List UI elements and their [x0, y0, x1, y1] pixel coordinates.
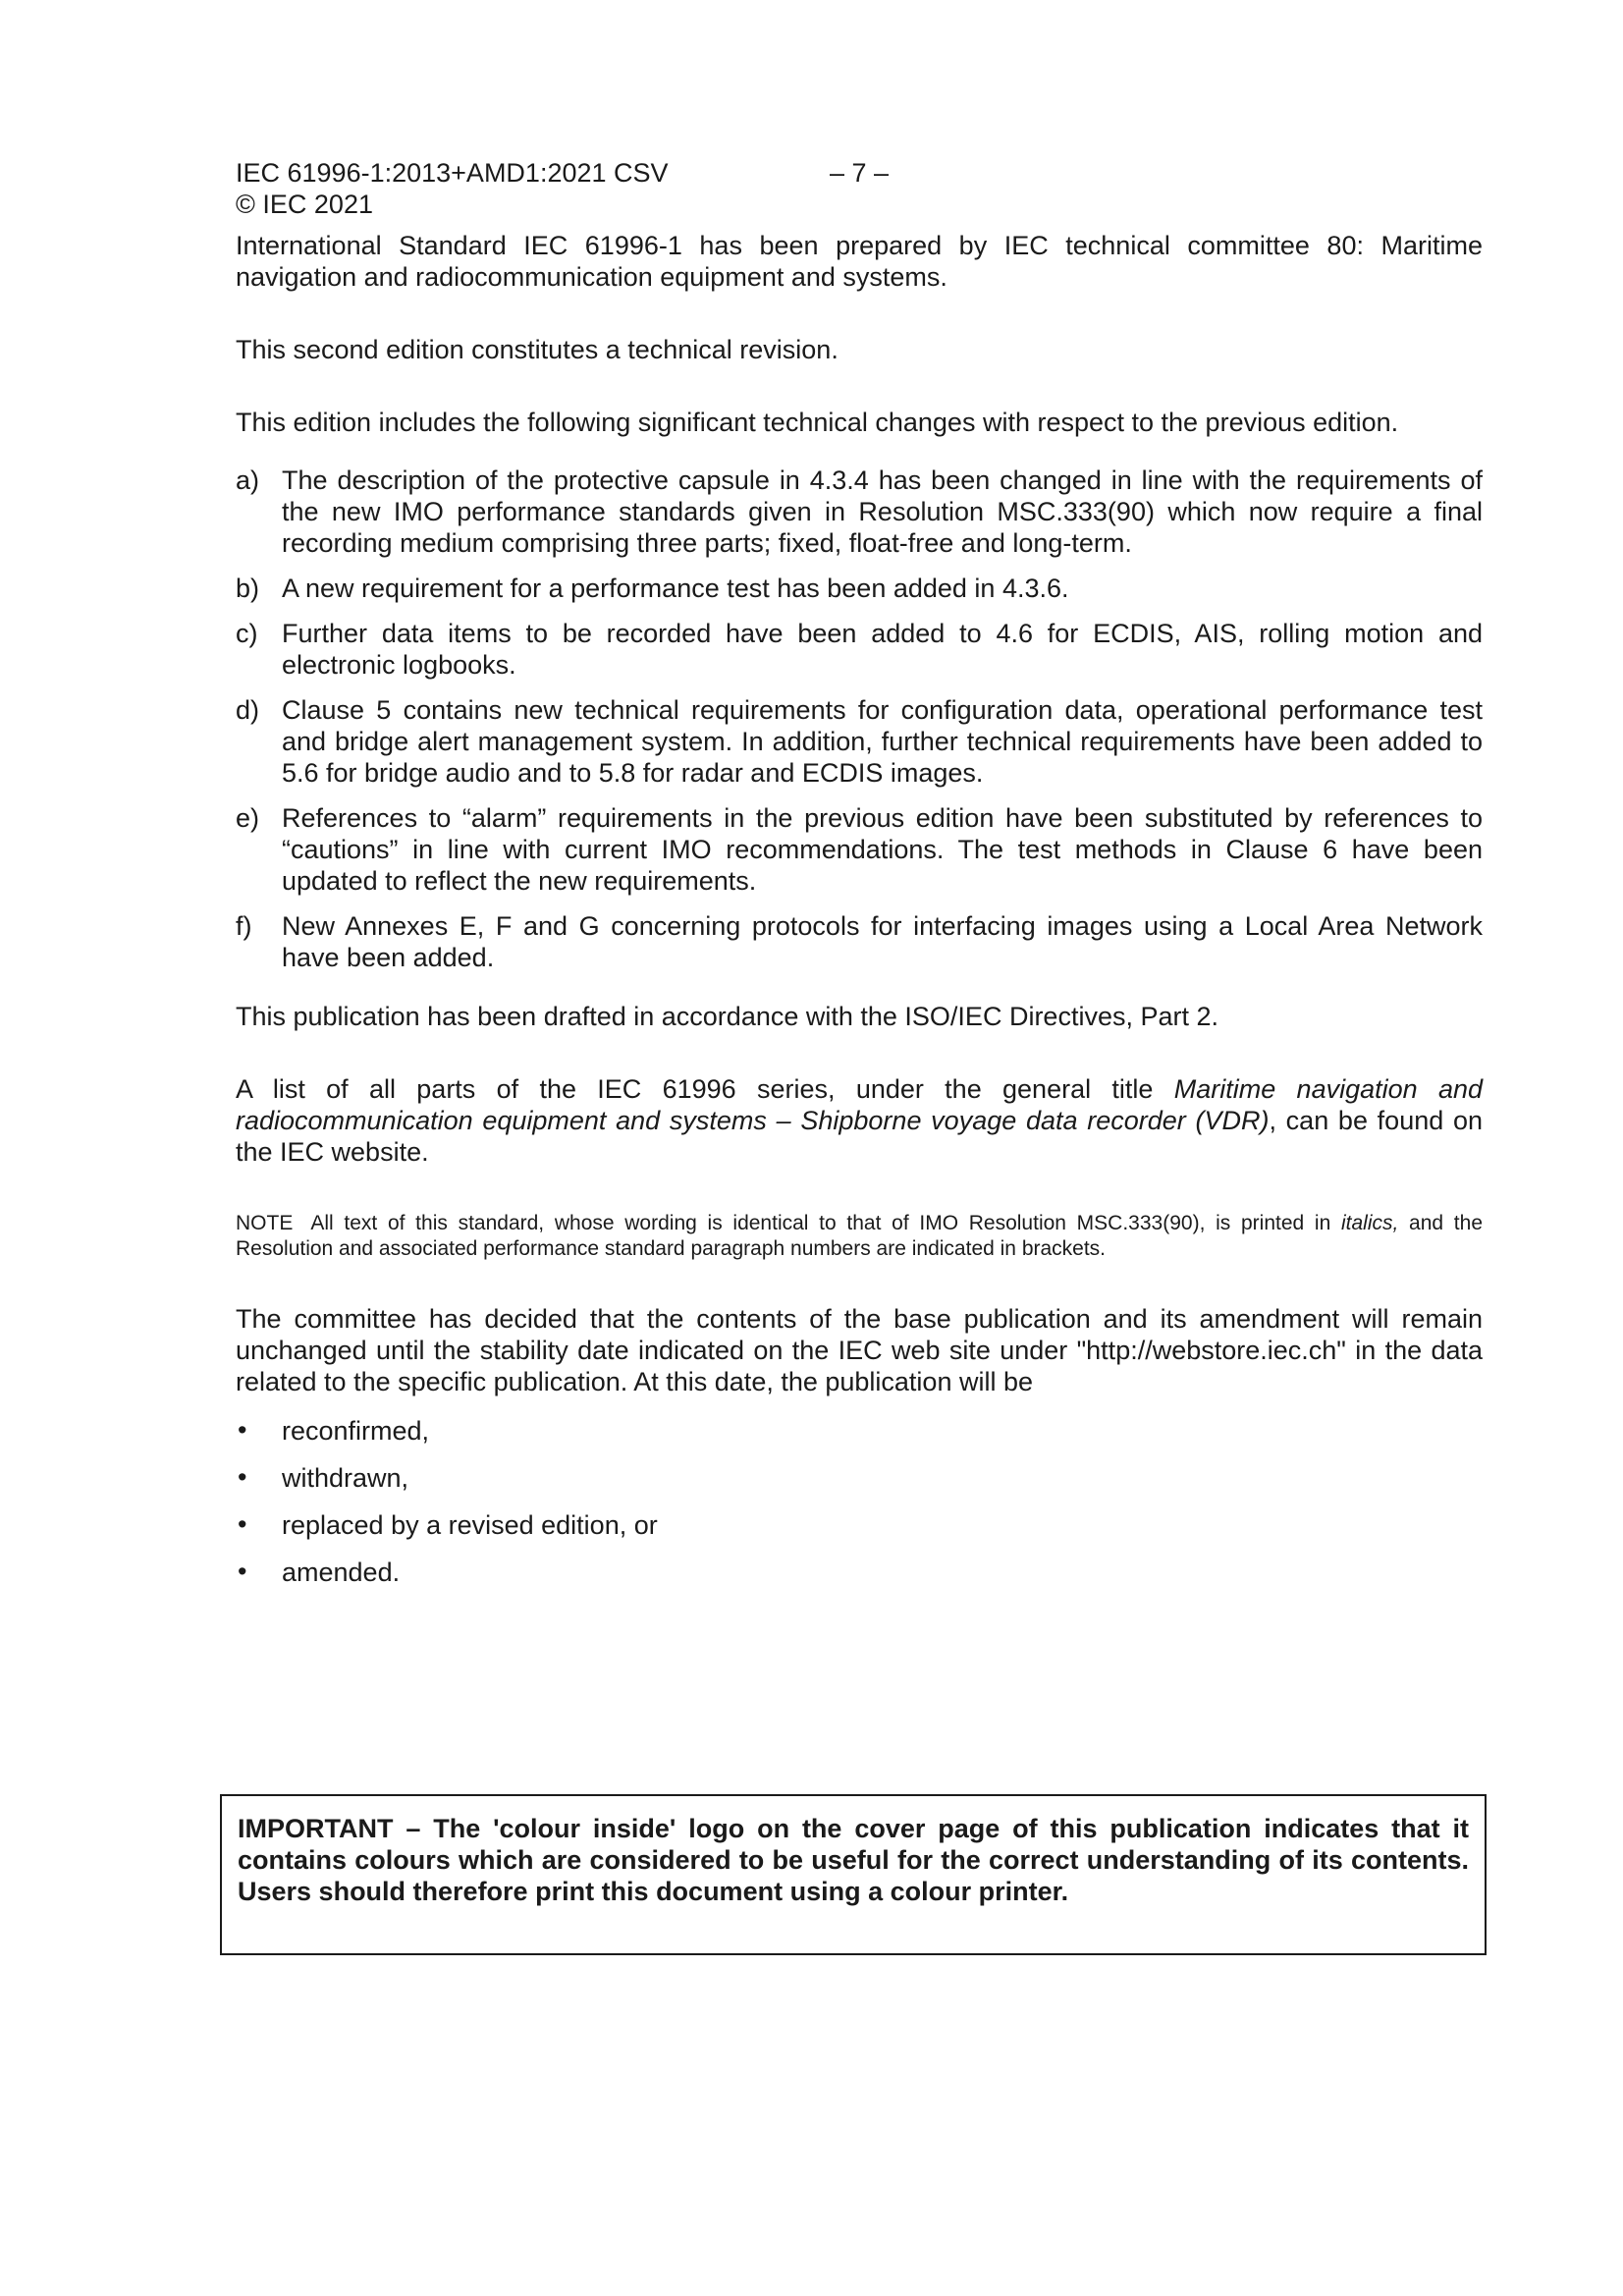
list-item-text: The description of the protective capsule in 4.3.4 has been changed in line with the requirements of the new IMO performance standards given in Resolution MSC.333(90) which now require a final recording medium comprising three parts; fixed, float-free and long-term. — [282, 465, 1483, 558]
series-text-pre: A list of all parts of the IEC 61996 series, under the general title — [236, 1074, 1174, 1104]
list-item-text: replaced by a revised edition, or — [282, 1510, 658, 1540]
changes-list — [236, 465, 1483, 973]
running-header — [236, 157, 1483, 220]
list-item — [236, 910, 1483, 973]
list-item — [236, 694, 1483, 789]
note-text-post: and the Resolution and associated performance standard paragraph numbers are indicated in brackets. — [236, 1212, 1484, 1260]
list-item-text: A new requirement for a performance test has been added in 4.3.6. — [282, 574, 1069, 603]
copyright-notice: © IEC 2021 — [236, 190, 373, 219]
bullet-icon: • — [238, 1509, 247, 1539]
list-marker: f) — [236, 911, 252, 941]
list-item-text: reconfirmed, — [282, 1416, 430, 1446]
important-notice-text: IMPORTANT – The 'colour inside' logo on the cover page of this publication indicates that it contains colours which are considered to be useful for the correct understanding of its contents. Users should therefore print this document using a colour printer. — [238, 1814, 1469, 1906]
note-text-pre: All text of this standard, whose wording is identical to that of IMO Resolution MSC.333(90), is printed in — [310, 1212, 1341, 1234]
list-item-text: New Annexes E, F and G concerning protocols for interfacing images using a Local Area Network have been added. — [282, 911, 1483, 972]
changes-intro-paragraph: This edition includes the following significant technical changes with respect to the previous edition. — [236, 408, 1399, 437]
list-item — [236, 618, 1483, 681]
intro-paragraph: International Standard IEC 61996-1 has been prepared by IEC technical committee 80: Maritime navigation and radiocommunication equipment and systems. — [236, 231, 1483, 292]
list-item — [236, 802, 1483, 897]
outcomes-list — [236, 1415, 1483, 1588]
list-item-text: Further data items to be recorded have been added to 4.6 for ECDIS, AIS, rolling motion and electronic logbooks. — [282, 619, 1483, 680]
list-item — [236, 1415, 1483, 1447]
edition-paragraph: This second edition constitutes a technical revision. — [236, 335, 839, 364]
note-paragraph — [236, 1211, 1483, 1262]
list-item — [236, 1557, 1483, 1588]
bullet-icon: • — [238, 1462, 247, 1492]
series-paragraph — [236, 1073, 1483, 1168]
list-marker: e) — [236, 803, 260, 833]
bullet-icon: • — [238, 1557, 247, 1586]
page-number: – 7 – — [830, 158, 890, 188]
important-notice-box — [220, 1794, 1487, 1955]
series-text-post: , can be found on the IEC website. — [236, 1106, 1483, 1167]
list-item-text: References to “alarm” requirements in the previous edition have been substituted by references to “cautions” in line with current IMO recommendations. The test methods in Clause 6 have been updated to reflect the new requirements. — [282, 803, 1483, 896]
note-label: NOTE — [236, 1212, 294, 1234]
list-item — [236, 1462, 1483, 1494]
list-item-text: amended. — [282, 1558, 401, 1587]
document-id: IEC 61996-1:2013+AMD1:2021 CSV — [236, 158, 669, 188]
note-italic-word: italics, — [1340, 1212, 1399, 1234]
list-item-text: withdrawn, — [282, 1463, 409, 1493]
series-title: Maritime navigation and radiocommunication equipment and systems – Shipborne voyage data recorder (VDR) — [236, 1074, 1483, 1135]
list-marker: a) — [236, 465, 260, 495]
list-marker: b) — [236, 574, 260, 603]
drafted-paragraph: This publication has been drafted in accordance with the ISO/IEC Directives, Part 2. — [236, 1002, 1219, 1031]
list-marker: c) — [236, 619, 258, 648]
bullet-icon: • — [238, 1415, 247, 1445]
list-item-text: Clause 5 contains new technical requirements for configuration data, operational performance test and bridge alert management system. In addition, further technical requirements have been added to 5.6 for bridge audio and to 5.8 for radar and ECDIS images. — [282, 695, 1483, 788]
committee-paragraph: The committee has decided that the contents of the base publication and its amendment will remain unchanged until the stability date indicated on the IEC web site under "http://webstore.iec.ch" in the data related to the specific publication. At this date, the publication will be — [236, 1304, 1483, 1396]
page-content — [236, 157, 1483, 1604]
list-item — [236, 465, 1483, 559]
list-item — [236, 1509, 1483, 1541]
list-marker: d) — [236, 695, 260, 725]
list-item — [236, 573, 1483, 604]
